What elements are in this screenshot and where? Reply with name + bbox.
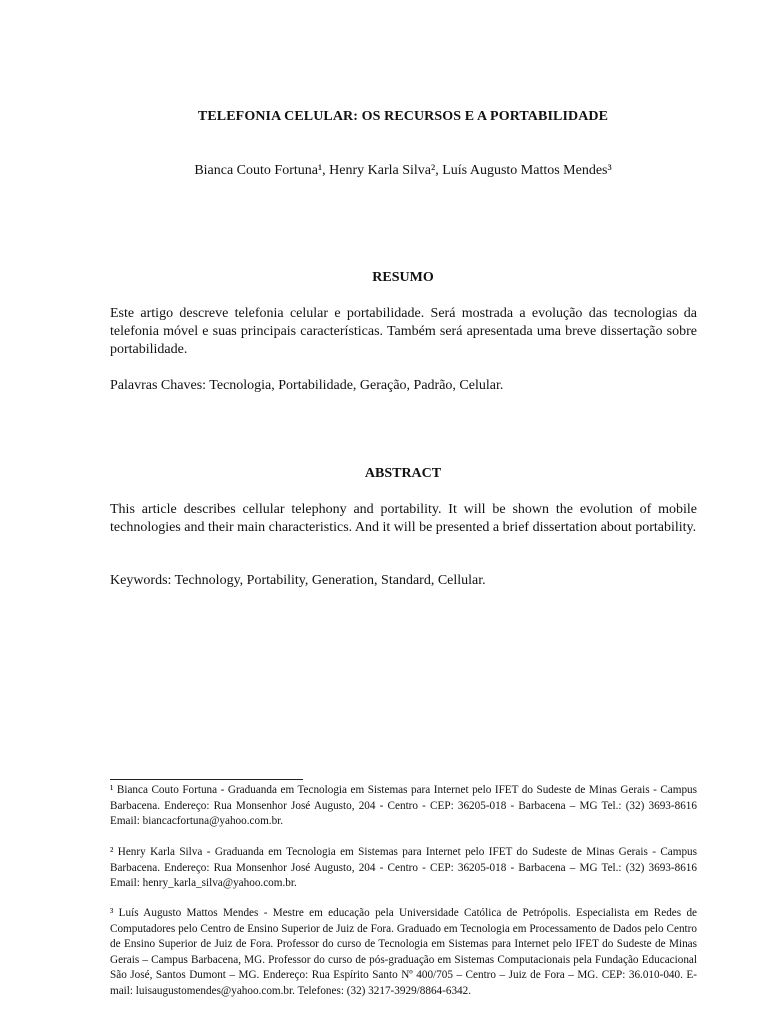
resumo-heading: RESUMO (372, 270, 434, 285)
footnote-3: ³ Luís Augusto Mattos Mendes - Mestre em educação pela Universidade Católica de Petrópolis. Especialista em Redes de Computadores pelo Centro de Ensino Superior de Juiz de Fora. Graduado em Tecnologia em Processamento de Dados pelo Centro de Ensino Superior de Juiz de Fora. Professor do curso de Tecnologia em Sistemas para Internet pelo IFET do Sudeste de Minas Gerais – Campus Barbacena, MG. Professor do curso de pós-graduação em Sistemas Computacionais pela Fundação Educacional São José, Santos Dumont – MG. Endereço: Rua Espírito Santo Nº 400/705 – Centro – Juiz de Fora – MG. CEP: 36.010-040. E-mail: luisaugustomendes@yahoo.com.br. Telefones: (32) 3217-3929/8864-6342. (110, 907, 697, 997)
resumo-paragraph: Este artigo descreve telefonia celular e portabilidade. Será mostrada a evolução das tecnologias da telefonia móvel e suas principais características. Também será apresentada uma breve dissertação sobre portabilidade. (110, 306, 697, 357)
footnote-1: ¹ Bianca Couto Fortuna - Graduanda em Tecnologia em Sistemas para Internet pelo IFET do Sudeste de Minas Gerais - Campus Barbacena. Endereço: Rua Monsenhor José Augusto, 204 - Centro - CEP: 36205-018 - Barbacena – MG Tel.: (32) 3693-8616 Email: biancacfortuna@yahoo.com.br. (110, 784, 697, 828)
abstract-paragraph: This article describes cellular telephony and portability. It will be shown the evolution of mobile technologies and their main characteristics. And it will be presented a brief dissertation about portability. (110, 502, 697, 535)
footnote-separator (110, 779, 303, 780)
abstract-keywords: Keywords: Technology, Portability, Generation, Standard, Cellular. (110, 573, 486, 588)
author-list: Bianca Couto Fortuna¹, Henry Karla Silva², Luís Augusto Mattos Mendes³ (194, 163, 612, 178)
abstract-heading: ABSTRACT (364, 466, 442, 481)
resumo-keywords: Palavras Chaves: Tecnologia, Portabilidade, Geração, Padrão, Celular. (110, 378, 504, 393)
paper-title: TELEFONIA CELULAR: OS RECURSOS E A PORTABILIDADE (197, 109, 609, 124)
footnote-2: ² Henry Karla Silva - Graduanda em Tecnologia em Sistemas para Internet pelo IFET do Sudeste de Minas Gerais - Campus Barbacena. Endereço: Rua Monsenhor José Augusto, 204 - Centro - CEP: 36205-018 - Barbacena – MG Tel.: (32) 3693-8616 Email: henry_karla_silva@yahoo.com.br. (110, 846, 697, 890)
